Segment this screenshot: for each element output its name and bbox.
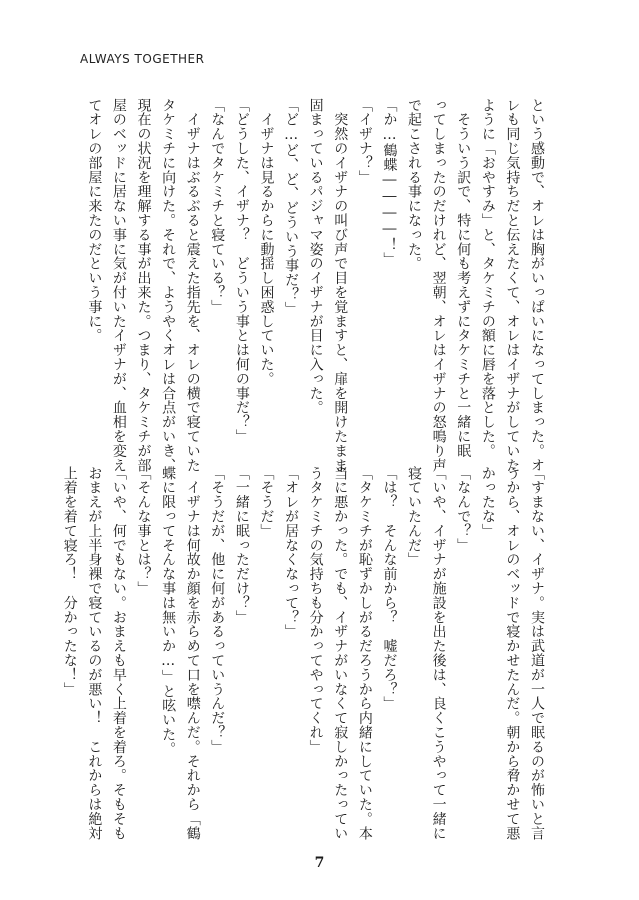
lower-text-block [61, 466, 549, 841]
text-line: 「タケミチが恥ずかしがるだろうから内緒にしていた。本 [356, 466, 373, 841]
upper-text-block [86, 98, 549, 478]
text-line: 寝ていたんだ」 [406, 466, 423, 567]
text-line: 蝶に限ってそんな事は無いか…」と呟いた。 [160, 466, 177, 756]
text-line: 「なんでタケミチと寝ている？」 [209, 98, 226, 314]
text-line: かったな」 [479, 466, 496, 538]
text-line: てオレの部屋に来たのだという事に。 [86, 98, 103, 343]
text-line: そういう訳で、特に何も考えずにタケミチと一緒に眠 [455, 98, 472, 458]
text-line: 突然のイザナの叫び声で目を覚ますと、扉を開けたまま [332, 98, 349, 473]
text-line: イザナは何故か顔を赤らめて口を噤んだ。それから「鶴 [184, 466, 201, 841]
text-line: ってしまったのだけれど、翌朝、オレはイザナの怒鳴り声 [430, 98, 447, 473]
text-line: レも同じ気持ちだと伝えたくて、オレはイザナがしていた [504, 98, 521, 473]
text-line: 「ど…ど、ど、どういう事だ？」 [283, 98, 300, 316]
text-line: 「どうした、イザナ？ どういう事とは何の事だ？」 [233, 98, 250, 444]
text-line: イザナは見るからに動揺し困惑していた。 [258, 98, 275, 386]
text-line: 屋のベッドに居ない事に気が付いたイザナが、血相を変え [110, 98, 127, 473]
text-line: ように「おやすみ」と、タケミチの額に唇を落とした。 [479, 98, 496, 458]
text-line: 現在の状況を理解する事が出来た。つまり、タケミチが部 [135, 98, 152, 473]
text-line: 「は？ そんな前から？ 嘘だろ？」 [381, 466, 398, 711]
running-header: ALWAYS TOGETHER [80, 52, 205, 66]
text-line: 当に悪かった。でも、イザナがいなくて寂しかったってい [332, 466, 349, 841]
text-line: 「そうだが、他に何があるっていうんだ？」 [209, 466, 226, 754]
text-line: 「いや、何でもない。おまえも早く上着を着ろ。そもそも [110, 466, 127, 841]
text-line: 上着を着て寝ろ！ 分かったな！」 [61, 466, 78, 697]
text-line: 「なんで？」 [455, 466, 472, 553]
text-line: 「そうだ」 [258, 466, 275, 538]
text-line: 「オレが居なくなって？」 [283, 466, 300, 639]
text-line: 「イザナ？」 [356, 98, 373, 185]
text-line: で起こされる事になった。 [406, 98, 423, 271]
text-line: 「すまない、イザナ。実は武道が一人で眠るのが怖いと言 [529, 466, 545, 841]
text-line: 「か…鶴蝶――――！」 [381, 98, 398, 267]
text-line: タケミチに向けた。それで、ようやくオレは合点がいき、 [160, 98, 177, 473]
text-line: おまえが上半身裸で寝ているのが悪い！ これからは絶対 [86, 466, 103, 841]
text-line: 固まっているパジャマ姿のイザナが目に入った。 [307, 98, 324, 415]
page-number: 7 [314, 855, 325, 871]
text-line: イザナはぶるぶると震えた指先を、オレの横で寝ていた [184, 98, 201, 473]
text-line: うから、オレのベッドで寝かせたんだ。朝から脅かせて悪 [504, 466, 521, 841]
text-line: うタケミチの気持ちも分かってやってくれ」 [307, 466, 324, 754]
text-line: 「一緒に眠っただけ？」 [233, 466, 250, 625]
text-line: という感動で、オレは胸がいっぱいになってしまった。オ [529, 98, 545, 473]
text-line: 「いや、イザナが施設を出た後は、良くこうやって一緒に [430, 466, 447, 841]
text-line: 「そんな事とは？」 [135, 466, 152, 596]
